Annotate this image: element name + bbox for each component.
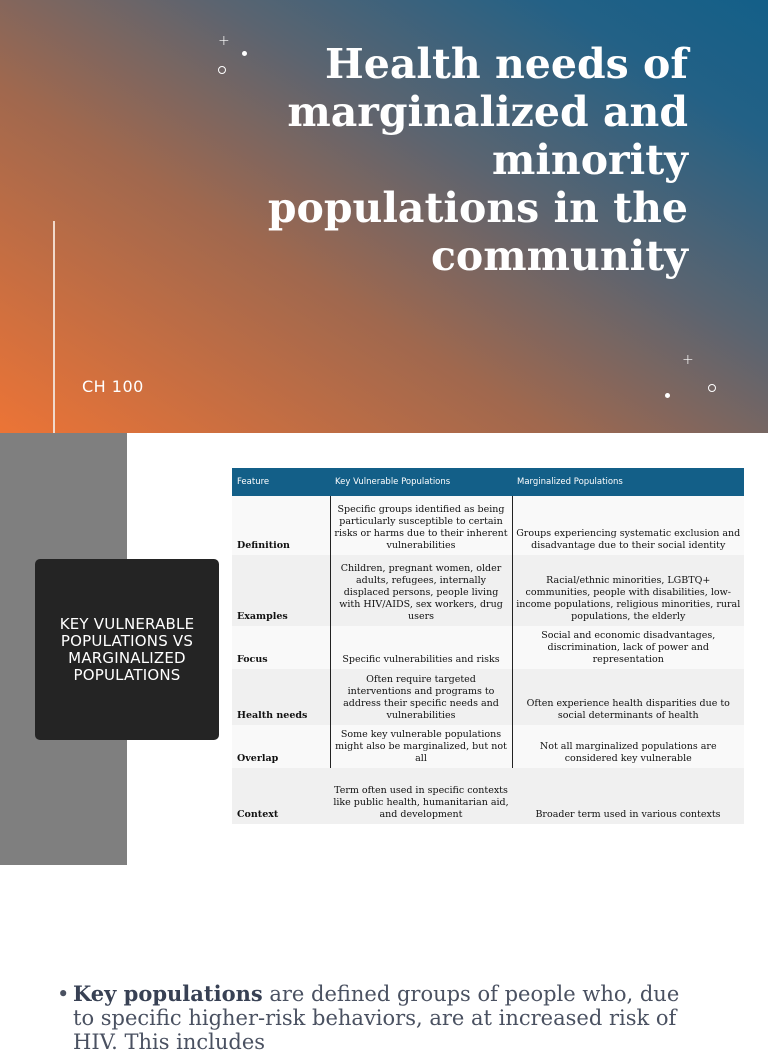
key-vulnerable-cell: Specific groups identified as being particularly susceptible to certain risks or harms due to their inherent vulnerabilities xyxy=(330,496,512,555)
dot-decoration xyxy=(665,393,670,398)
table-row xyxy=(232,626,744,669)
feature-cell: Overlap xyxy=(232,725,330,768)
comparison-table xyxy=(232,468,744,824)
title-slide xyxy=(0,0,768,433)
feature-cell: Focus xyxy=(232,626,330,669)
plus-decoration: + xyxy=(682,352,694,368)
column-header-marginalized: Marginalized Populations xyxy=(512,468,744,496)
slide-title: Health needs of marginalized and minority populations in the community xyxy=(267,40,688,280)
bullet-marker: • xyxy=(57,982,70,1006)
feature-cell: Context xyxy=(232,768,330,824)
table-row xyxy=(232,768,744,824)
plus-decoration: + xyxy=(218,33,230,49)
course-code: CH 100 xyxy=(82,377,144,396)
marginalized-cell: Broader term used in various contexts xyxy=(512,768,744,824)
key-vulnerable-cell: Term often used in specific contexts like public health, humanitarian aid, and development xyxy=(330,768,512,824)
section-heading-box xyxy=(35,559,219,740)
key-vulnerable-cell: Children, pregnant women, older adults, refugees, internally displaced persons, people living with HIV/AIDS, sex workers, drug users xyxy=(330,555,512,626)
column-header-key-vulnerable: Key Vulnerable Populations xyxy=(330,468,512,496)
table-row xyxy=(232,669,744,725)
bullet-body: are defined groups of people who, due to specific higher-risk behaviors, are at increased risk of HIV. This includes xyxy=(73,982,680,1054)
key-vulnerable-cell: Specific vulnerabilities and risks xyxy=(330,626,512,669)
feature-cell: Health needs xyxy=(232,669,330,725)
bullet-text xyxy=(57,982,697,1054)
feature-cell: Examples xyxy=(232,555,330,626)
table-row xyxy=(232,496,744,555)
marginalized-cell: Not all marginalized populations are considered key vulnerable xyxy=(512,725,744,768)
key-vulnerable-cell: Often require targeted interventions and programs to address their specific needs and vulnerabilities xyxy=(330,669,512,725)
section-heading: KEY VULNERABLE POPULATIONS VS MARGINALIZED POPULATIONS xyxy=(59,614,195,684)
table-row xyxy=(232,725,744,768)
marginalized-cell: Racial/ethnic minorities, LGBTQ+ communities, people with disabilities, low-income populations, religious minorities, rural populations, the elderly xyxy=(512,555,744,626)
comparison-slide xyxy=(0,433,768,865)
bullet-point xyxy=(57,982,697,1054)
table-row xyxy=(232,555,744,626)
ring-decoration xyxy=(708,384,716,392)
ring-decoration xyxy=(218,66,226,74)
column-header-feature: Feature xyxy=(232,468,330,496)
vertical-divider-line xyxy=(53,221,55,433)
key-vulnerable-cell: Some key vulnerable populations might also be marginalized, but not all xyxy=(330,725,512,768)
bullet-bold-term: Key populations xyxy=(73,981,263,1006)
table-header-row xyxy=(232,468,744,496)
marginalized-cell: Social and economic disadvantages, discrimination, lack of power and representation xyxy=(512,626,744,669)
key-populations-slide xyxy=(0,865,768,1054)
feature-cell: Definition xyxy=(232,496,330,555)
marginalized-cell: Groups experiencing systematic exclusion and disadvantage due to their social identity xyxy=(512,496,744,555)
marginalized-cell: Often experience health disparities due to social determinants of health xyxy=(512,669,744,725)
